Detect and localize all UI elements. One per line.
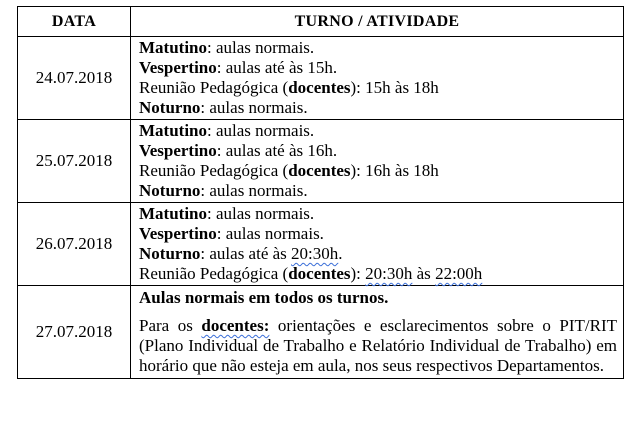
shift-text: : aulas até às 15h. [216,58,338,77]
shift-text: : aulas até às 16h. [216,141,338,160]
vespertino-line [139,58,617,78]
header-date: DATA [18,7,131,37]
meeting-text: Reunião Pedagógica ( [139,161,289,180]
spellcheck-time: 22:00h [435,264,483,283]
shift-text: : aulas até às [200,244,292,263]
row-date: 24.07.2018 [18,37,131,120]
spellcheck-time: 20:30h [291,244,339,263]
shift-text: : aulas normais. [207,38,315,57]
schedule-table [17,6,624,379]
table-row [18,286,624,379]
meeting-docentes: docentes [288,161,351,180]
reuniao-line [139,78,617,98]
shift-text: : aulas normais. [216,224,324,243]
matutino-line [139,121,617,141]
table-header-row [18,7,624,37]
shift-text: : aulas normais. [207,204,315,223]
schedule-table-container [17,6,623,379]
shift-label: Noturno [139,244,201,263]
meeting-docentes: docentes [288,264,351,283]
shift-label: Matutino [139,204,207,223]
headline-text: Aulas normais em todos os turnos. [139,288,389,307]
docentes-paragraph [139,316,617,376]
table-row [18,203,624,286]
meeting-time: ): [350,264,366,283]
meeting-docentes: docentes [288,78,351,97]
row-activity [131,286,624,379]
row-activity [131,37,624,120]
shift-text: : aulas normais. [200,181,308,200]
paragraph-text: Para os [139,316,202,335]
table-row [18,120,624,203]
shift-text: : aulas normais. [200,98,308,117]
shift-label: Noturno [139,98,201,117]
reuniao-line [139,161,617,181]
shift-text-end: . [338,244,343,263]
vespertino-line [139,224,617,244]
shift-label: Vespertino [139,224,217,243]
shift-text: : aulas normais. [207,121,315,140]
reuniao-line [139,264,617,284]
matutino-line [139,38,617,58]
shift-label: Matutino [139,121,207,140]
shift-label: Noturno [139,181,201,200]
shift-label: Vespertino [139,141,217,160]
meeting-text: Reunião Pedagógica ( [139,78,289,97]
meeting-time: ): 15h às 18h [350,78,439,97]
shift-label: Matutino [139,38,207,57]
headline [139,288,617,308]
spellcheck-time: 20:30h [365,264,413,283]
matutino-line [139,204,617,224]
paragraph-docentes: docentes: [201,316,270,335]
meeting-text: Reunião Pedagógica ( [139,264,289,283]
noturno-line [139,181,617,201]
row-date: 27.07.2018 [18,286,131,379]
meeting-time: ): 16h às 18h [350,161,439,180]
row-activity [131,120,624,203]
noturno-line [139,98,617,118]
vespertino-line [139,141,617,161]
table-row [18,37,624,120]
paragraph-text: orientações e esclarecimentos sobre o PIT/RIT (Plano Individual de Trabalho e Relatório Individual de Trabalho) em horário que não esteja em aula, nos seus respectivos Departamentos. [139,316,617,375]
header-activity: TURNO / ATIVIDADE [131,7,624,37]
row-activity [131,203,624,286]
row-date: 26.07.2018 [18,203,131,286]
meeting-time: às [412,264,436,283]
row-date: 25.07.2018 [18,120,131,203]
shift-label: Vespertino [139,58,217,77]
noturno-line [139,244,617,264]
